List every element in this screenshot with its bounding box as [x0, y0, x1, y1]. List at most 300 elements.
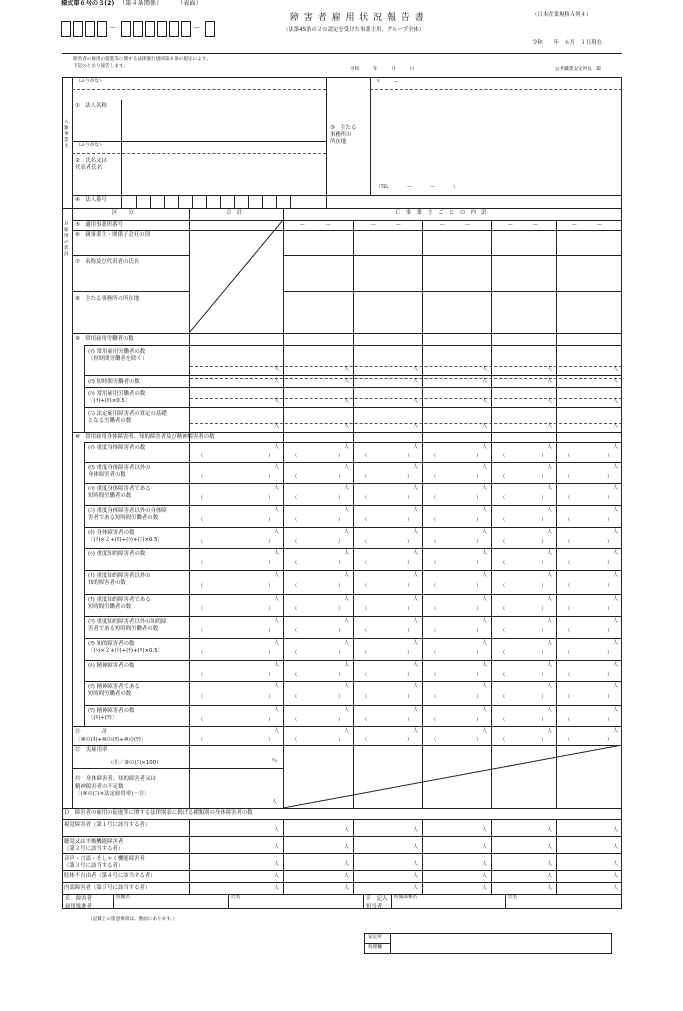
paren-open: （ [292, 495, 298, 501]
corp-name-label: ① 法人名称 [75, 103, 107, 109]
row-12-formula: （⑪／⑨の(ﾆ)×100） [108, 760, 162, 766]
person-unit: 人 [613, 464, 619, 470]
count-field[interactable] [557, 854, 621, 870]
row-12-label: ⑫ 実雇用率 [75, 747, 108, 753]
person-unit: 人 [413, 596, 419, 602]
intro-line-1: 障害者の雇用の促進等に関する法律施行規則第８条の規定により、 [73, 57, 211, 62]
paren-open: （ [362, 628, 368, 634]
paren-close: ） [338, 628, 344, 634]
paren-open: （ [565, 495, 571, 501]
paren-open: （ [431, 694, 437, 700]
person-unit: 人 [413, 444, 419, 450]
paren-open: （ [565, 539, 571, 545]
person-unit: 人 [274, 844, 280, 850]
paren-open: （ [431, 539, 437, 545]
paren-open: （ [198, 560, 204, 566]
employment-rate-field[interactable] [190, 746, 282, 768]
contact-dept-field[interactable] [392, 901, 504, 909]
person-unit: 人 [413, 378, 419, 384]
row-10-item-label: (ﾛ) 重度身体障害者以外の 身体障害者の数 [88, 465, 151, 479]
person-unit: 人 [413, 885, 419, 891]
paren-close: ） [268, 606, 274, 612]
person-unit: 人 [274, 529, 280, 535]
column-category: 区 分 [112, 210, 134, 216]
paren-open: （ [431, 672, 437, 678]
paren-close: ） [338, 672, 344, 678]
person-unit: 人 [413, 507, 419, 513]
count-field[interactable] [354, 346, 421, 375]
person-unit: 人 [274, 873, 280, 879]
count-field[interactable] [190, 408, 282, 432]
paren-open: （ [292, 517, 298, 523]
person-unit: 人 [613, 861, 619, 867]
person-unit: 人 [413, 662, 419, 668]
paren-close: ） [541, 606, 547, 612]
count-field[interactable] [557, 346, 621, 375]
person-unit: 人 [547, 507, 553, 513]
paren-open: （ [362, 453, 368, 459]
person-unit: 人 [344, 529, 350, 535]
count-field[interactable] [557, 408, 621, 432]
person-unit: 人 [547, 572, 553, 578]
person-unit: 人 [274, 366, 280, 372]
paren-close: ） [268, 539, 274, 545]
paren-open: （ [565, 650, 571, 656]
count-field[interactable] [190, 346, 282, 375]
person-unit: 人 [413, 728, 419, 734]
promoter-title-field[interactable] [114, 901, 227, 909]
telephone[interactable]: （TEL ― ― ） [376, 185, 458, 190]
paren-open: （ [362, 583, 368, 589]
paren-close: ） [407, 628, 413, 634]
count-field[interactable] [423, 388, 490, 407]
paren-open: （ [500, 606, 506, 612]
person-unit: 人 [613, 550, 619, 556]
section-d-row-label: 視覚障害者（第１号に該当する者） [64, 822, 151, 828]
count-field[interactable] [423, 346, 490, 375]
count-field[interactable] [190, 820, 282, 836]
paren-close: ） [476, 474, 482, 480]
paren-open: （ [292, 717, 298, 723]
count-field[interactable] [190, 854, 282, 870]
person-unit: 人 [613, 398, 619, 404]
paren-open: （ [500, 650, 506, 656]
count-field[interactable] [284, 883, 352, 894]
paren-close: ） [338, 453, 344, 459]
paren-open: （ [292, 583, 298, 589]
person-unit: 人 [344, 366, 350, 372]
person-unit: 人 [482, 707, 488, 713]
paren-close: ） [607, 694, 613, 700]
person-unit: 人 [482, 596, 488, 602]
count-field[interactable] [354, 376, 421, 387]
person-unit: 人 [547, 423, 553, 429]
person-unit: 人 [344, 378, 350, 384]
representative-field[interactable] [122, 154, 325, 194]
person-unit: 人 [344, 596, 350, 602]
office-address-label: ③ 主たる 事務所の 所在地 [330, 125, 357, 146]
person-unit: 人 [482, 844, 488, 850]
person-unit: 人 [344, 423, 350, 429]
paren-close: ） [607, 737, 613, 743]
person-unit: 人 [274, 423, 280, 429]
paren-close: ） [476, 717, 482, 723]
paren-open: （ [565, 737, 571, 743]
digit-box[interactable] [61, 21, 71, 37]
person-unit: 人 [613, 707, 619, 713]
dash: ― [465, 223, 470, 228]
paren-open: （ [565, 672, 571, 678]
paren-open: （ [198, 694, 204, 700]
paren-open: （ [500, 737, 506, 743]
office-processing-box[interactable] [364, 933, 612, 954]
count-field[interactable] [492, 408, 555, 432]
row-10-item-label: (ﾍ) 重度知的障害者の数 [88, 551, 146, 557]
corp-name-field[interactable] [122, 90, 325, 140]
person-unit: 人 [344, 398, 350, 404]
paren-open: （ [500, 717, 506, 723]
row-8-label: ⑧ 主たる事務所の所在地 [75, 296, 140, 302]
digit-box[interactable] [145, 21, 155, 37]
paren-open: （ [431, 517, 437, 523]
person-unit: 人 [344, 662, 350, 668]
person-unit: 人 [613, 683, 619, 689]
paren-open: （ [431, 628, 437, 634]
row-11-label: ⑪ 計 〔⑩の(ﾎ)+⑩の(ﾇ)+⑩の(ﾜ)〕 [75, 729, 147, 743]
row-9-item-label: (ｲ) 常用雇用労働者の数 （短時間労働者を除く） [88, 349, 148, 363]
person-unit: 人 [613, 572, 619, 578]
paren-open: （ [431, 474, 437, 480]
person-unit: 人 [482, 485, 488, 491]
paren-open: （ [431, 583, 437, 589]
paren-open: （ [500, 453, 506, 459]
paren-close: ） [338, 495, 344, 501]
shortfall-field[interactable] [190, 769, 282, 807]
person-unit: 人 [413, 423, 419, 429]
dash: ― [440, 223, 445, 228]
person-unit: 人 [274, 550, 280, 556]
paren-open: （ [431, 606, 437, 612]
digit-box[interactable] [121, 21, 131, 37]
paren-close: ） [407, 539, 413, 545]
person-unit: 人 [613, 444, 619, 450]
person-unit: 人 [274, 728, 280, 734]
paren-close: ） [541, 694, 547, 700]
count-field[interactable] [557, 883, 621, 894]
person-unit: 人 [482, 366, 488, 372]
person-unit: 人 [547, 550, 553, 556]
count-field[interactable] [354, 408, 421, 432]
row-10-item-label: (ﾇ) 知的障害者の数 〔(ﾍ)×２+(ﾄ)+(ﾁ)+(ﾘ)×0.5〕 [88, 641, 163, 655]
person-unit: 人 [344, 873, 350, 879]
paren-open: （ [198, 539, 204, 545]
count-field[interactable] [423, 854, 490, 870]
person-unit: 人 [413, 485, 419, 491]
paren-open: （ [431, 717, 437, 723]
addressee: 公共職業安定所長 殿 [555, 67, 601, 72]
section-d-row-label: 音声・言語・そしゃく機能障害者 （第３号に該当する者） [64, 856, 145, 870]
row-10-item-label: (ﾜ) 精神障害者の数 〔(ﾙ)+(ｦ)〕 [88, 708, 135, 722]
paren-close: ） [476, 606, 482, 612]
person-unit: 人 [547, 707, 553, 713]
paren-open: （ [500, 628, 506, 634]
count-field[interactable] [492, 871, 555, 882]
paren-close: ） [476, 517, 482, 523]
person-unit: 人 [482, 423, 488, 429]
section-f-label: Ｆ 記入 担当者 [366, 896, 388, 910]
count-field[interactable] [284, 871, 352, 882]
person-unit: 人 [613, 378, 619, 384]
paren-open: （ [198, 517, 204, 523]
paren-open: （ [362, 539, 368, 545]
document-subtitle: （法第45条の２の認定を受けた事業主用、グループ全体） [283, 27, 425, 33]
paren-open: （ [198, 474, 204, 480]
paren-close: ） [338, 717, 344, 723]
paren-close: ） [338, 474, 344, 480]
count-field[interactable] [190, 883, 282, 894]
count-field[interactable] [557, 820, 621, 836]
paren-close: ） [541, 583, 547, 589]
person-unit: 人 [482, 529, 488, 535]
form-number: 様式第６号の３(2) [61, 0, 115, 7]
column-total: 合 計 [226, 210, 243, 216]
row-10-item-label: (ｦ) 精神障害者である 短時間労働者の数 [88, 684, 140, 698]
paren-open: （ [500, 560, 506, 566]
count-field[interactable] [284, 837, 352, 853]
person-unit: 人 [547, 366, 553, 372]
person-unit: 人 [547, 444, 553, 450]
paren-close: ） [476, 453, 482, 459]
paren-close: ） [407, 583, 413, 589]
paren-close: ） [268, 628, 274, 634]
row-9-item-label: (ﾆ) 法定雇用障害者の算定の基礎 となる労働者の数 [88, 411, 167, 425]
person-unit: 人 [413, 640, 419, 646]
paren-close: ） [541, 517, 547, 523]
paren-open: （ [292, 628, 298, 634]
count-field[interactable] [190, 871, 282, 882]
count-field[interactable] [190, 388, 282, 407]
contact-name-field[interactable] [506, 901, 621, 909]
count-field[interactable] [492, 346, 555, 375]
person-unit: 人 [613, 529, 619, 535]
person-unit: 人 [413, 366, 419, 372]
column-breakdown: Ｃ 事 業 主 ご と の 内 訳 [395, 210, 487, 216]
paren-open: （ [198, 606, 204, 612]
count-field[interactable] [557, 871, 621, 882]
paren-open: （ [565, 628, 571, 634]
paren-open: （ [198, 717, 204, 723]
promoter-title-label: 役職名 [116, 895, 130, 900]
person-unit: 人 [413, 550, 419, 556]
row-10-item-label: (ﾁ) 重度知的障害者である 短時間労働者の数 [88, 597, 151, 611]
dash: ― [396, 223, 401, 228]
person-unit: 人 [274, 861, 280, 867]
count-field[interactable] [557, 376, 621, 387]
person-unit: 人 [274, 507, 280, 513]
person-unit: 人 [547, 861, 553, 867]
office-address-field[interactable] [371, 90, 621, 182]
paren-close: ） [338, 539, 344, 545]
count-field[interactable] [354, 854, 421, 870]
paren-close: ） [407, 453, 413, 459]
paren-open: （ [362, 737, 368, 743]
person-unit: 人 [613, 885, 619, 891]
person-unit: 人 [547, 529, 553, 535]
count-field[interactable] [354, 871, 421, 882]
row-5-label: ⑤ 適用事業所番号 [75, 222, 123, 228]
promoter-name-field[interactable] [229, 901, 362, 909]
paren-close: ） [607, 606, 613, 612]
person-unit: 人 [344, 861, 350, 867]
person-unit: 人 [482, 683, 488, 689]
count-field[interactable] [423, 883, 490, 894]
count-field[interactable] [492, 837, 555, 853]
total-na-diagonal [189, 220, 283, 333]
paren-open: （ [431, 560, 437, 566]
person-unit: 人 [274, 398, 280, 404]
person-unit: 人 [547, 873, 553, 879]
person-unit: 人 [482, 572, 488, 578]
paren-close: ） [407, 606, 413, 612]
form-rule: （第４条関係） [119, 0, 163, 7]
paren-close: ） [541, 539, 547, 545]
person-unit: 人 [547, 596, 553, 602]
count-field[interactable] [284, 820, 352, 836]
person-unit: 人 [413, 398, 419, 404]
office-processing-label-1: 安定所 [368, 935, 382, 940]
paren-open: （ [292, 672, 298, 678]
corp-number-field[interactable] [122, 196, 324, 207]
paren-close: ） [338, 737, 344, 743]
count-field[interactable] [492, 820, 555, 836]
count-field[interactable] [284, 854, 352, 870]
row-10-item-label: (ﾆ) 重度身体障害者以外の身体障 害者である短時間労働者の数 [88, 508, 167, 522]
count-field[interactable] [354, 388, 421, 407]
count-field[interactable] [354, 883, 421, 894]
paren-close: ） [541, 560, 547, 566]
count-field[interactable] [492, 388, 555, 407]
count-field[interactable] [284, 408, 352, 432]
person-unit: 人 [344, 885, 350, 891]
postal-code[interactable]: 〒 ― [376, 80, 399, 85]
person-unit: 人 [482, 507, 488, 513]
row-6-label: ⑥ 親事業主・関係子会社の別 [75, 232, 150, 238]
person-unit: 人 [547, 683, 553, 689]
count-field[interactable] [492, 376, 555, 387]
paren-open: （ [292, 453, 298, 459]
count-field[interactable] [284, 376, 352, 387]
count-field[interactable] [284, 346, 352, 375]
report-date[interactable]: 令和 年 月 日 [350, 67, 415, 72]
paren-close: ） [268, 583, 274, 589]
count-field[interactable] [190, 837, 282, 853]
paren-close: ） [476, 495, 482, 501]
count-field[interactable] [492, 854, 555, 870]
digit-box[interactable] [73, 21, 83, 37]
paren-open: （ [362, 717, 368, 723]
paren-open: （ [198, 628, 204, 634]
digit-box[interactable] [205, 21, 215, 37]
person-unit: 人 [344, 827, 350, 833]
count-field[interactable] [423, 837, 490, 853]
count-field[interactable] [557, 388, 621, 407]
paren-open: （ [292, 737, 298, 743]
person-unit: 人 [547, 618, 553, 624]
paren-close: ） [607, 583, 613, 589]
digit-box[interactable] [85, 21, 95, 37]
count-field[interactable] [423, 871, 490, 882]
digit-box[interactable] [133, 21, 143, 37]
paren-open: （ [198, 672, 204, 678]
count-field[interactable] [354, 820, 421, 836]
paren-close: ） [268, 474, 274, 480]
person-unit: 人 [274, 444, 280, 450]
row-9-label: ⑨ 常用雇用労働者の数 [75, 336, 134, 342]
count-field[interactable] [492, 883, 555, 894]
person-unit: 人 [344, 728, 350, 734]
count-field[interactable] [423, 376, 490, 387]
person-unit: 人 [613, 640, 619, 646]
person-unit: 人 [547, 844, 553, 850]
person-unit: 人 [344, 618, 350, 624]
row-7-label: ⑦ 名称及び代表者の氏名 [75, 259, 140, 265]
digit-box[interactable] [169, 21, 179, 37]
person-unit: 人 [547, 885, 553, 891]
person-unit: 人 [413, 861, 419, 867]
digit-box[interactable] [157, 21, 167, 37]
person-unit: 人 [482, 662, 488, 668]
person-unit: 人 [274, 662, 280, 668]
paren-open: （ [500, 495, 506, 501]
paren-close: ） [607, 628, 613, 634]
count-field[interactable] [354, 837, 421, 853]
person-unit: 人 [547, 728, 553, 734]
count-field[interactable] [423, 408, 490, 432]
person-unit: 人 [413, 683, 419, 689]
representative-label: ② 氏名又は 代表者氏名 [75, 158, 107, 172]
paren-close: ） [607, 539, 613, 545]
count-field[interactable] [190, 376, 282, 387]
paren-close: ） [476, 539, 482, 545]
person-unit: 人 [274, 640, 280, 646]
person-unit: 人 [547, 485, 553, 491]
count-field[interactable] [284, 388, 352, 407]
row-10-item-label: (ﾘ) 重度知的障害者以外の知的障 害者である短時間労働者の数 [88, 619, 167, 633]
count-field[interactable] [557, 837, 621, 853]
paren-open: （ [292, 474, 298, 480]
paren-open: （ [500, 694, 506, 700]
row-10-item-label: (ﾙ) 精神障害者の数 [88, 663, 135, 669]
person-unit: 人 [613, 827, 619, 833]
paren-open: （ [431, 495, 437, 501]
digit-box[interactable] [97, 21, 107, 37]
paren-open: （ [500, 517, 506, 523]
person-unit: 人 [344, 444, 350, 450]
count-field[interactable] [423, 820, 490, 836]
paren-close: ） [476, 737, 482, 743]
paren-close: ） [476, 672, 482, 678]
corp-number-label: ④ 法人番号 [75, 197, 107, 203]
paren-close: ） [607, 453, 613, 459]
paren-open: （ [362, 517, 368, 523]
person-unit: 人 [274, 464, 280, 470]
paren-close: ） [407, 560, 413, 566]
furigana-label-2: （ふりがな） [76, 143, 104, 148]
paren-close: ） [407, 717, 413, 723]
paren-open: （ [500, 583, 506, 589]
person-unit: 人 [547, 662, 553, 668]
digit-box[interactable] [181, 21, 191, 37]
